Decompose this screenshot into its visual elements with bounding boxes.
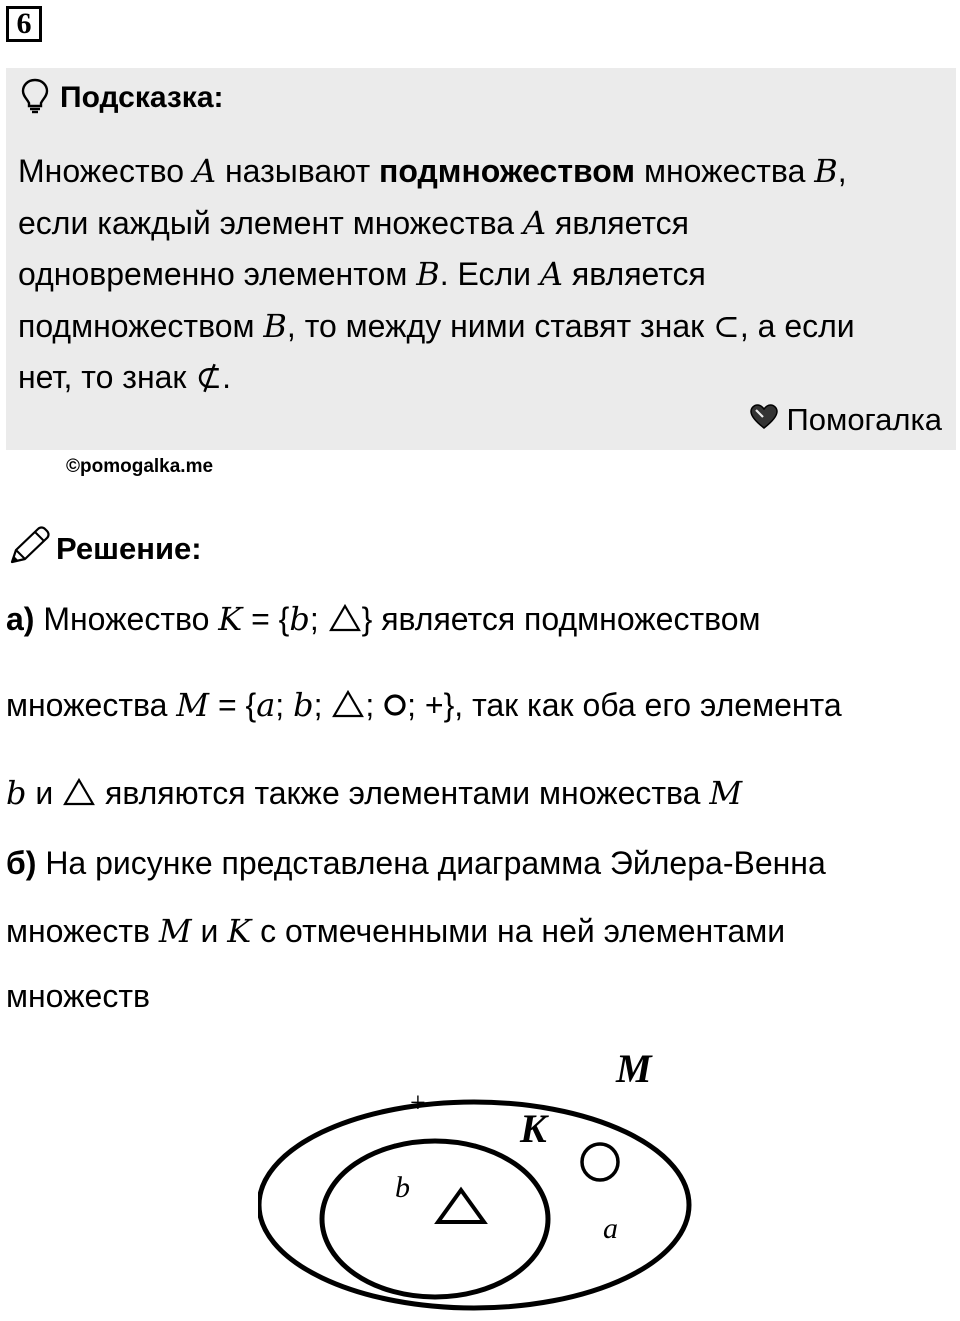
hint-box — [6, 68, 956, 450]
lightbulb-icon — [20, 78, 50, 119]
triangle-icon — [331, 689, 365, 727]
element-triangle — [438, 1190, 484, 1222]
element-a: a — [603, 1212, 618, 1245]
venn-diagram — [258, 1042, 708, 1312]
not-subset-sign: ⊄ — [195, 358, 223, 396]
circle-icon — [383, 689, 407, 726]
triangle-icon — [328, 603, 362, 641]
solution-line-b1: б) На рисунке представлена диаграмма Эйлера-Венна — [6, 845, 826, 881]
solution-line-a2: множества M = {a; b; ; ; +}, так как оба его элемента — [6, 686, 842, 727]
hint-line-3: одновременно элементом B. Если A является — [18, 255, 706, 293]
pencil-icon — [8, 526, 50, 571]
element-b: b — [395, 1171, 410, 1204]
brand-name: Помогалка — [786, 402, 942, 437]
hint-line-2: если каждый элемент множества A является — [18, 203, 689, 242]
task-number: 6 — [6, 6, 42, 42]
element-circle — [582, 1144, 618, 1180]
hint-text — [18, 146, 938, 404]
solution-line-b3: множеств — [6, 978, 150, 1014]
solution-line-a3: b и являются также элементами множества M — [6, 774, 742, 815]
term-subset: подмножеством — [379, 153, 636, 189]
hint-line-1: Множество A называют подмножеством множества B, — [18, 152, 847, 190]
subset-sign: ⊂ — [713, 306, 740, 345]
solution-header — [8, 526, 202, 571]
label-m: M — [616, 1046, 652, 1091]
hint-line-5: нет, то знак ⊄. — [18, 358, 232, 396]
copyright: ©pomogalka.me — [66, 456, 214, 477]
hint-header — [20, 80, 224, 116]
set-k-ellipse — [322, 1141, 548, 1297]
hint-title: Подсказка: — [60, 81, 224, 114]
heart-icon — [750, 402, 778, 438]
solution-line-a1: а) Множество K = {b; } является подмножеством — [6, 600, 761, 641]
triangle-icon — [62, 777, 96, 815]
brand — [750, 402, 942, 438]
hint-line-4: подмножеством B, то между ними ставят знак ⊂, а если — [18, 306, 855, 345]
element-plus: + — [410, 1088, 426, 1119]
solution-line-b2: множеств M и K с отмеченными на ней элементами — [6, 912, 786, 950]
solution-title: Решение: — [56, 530, 202, 566]
label-k: K — [520, 1106, 547, 1151]
